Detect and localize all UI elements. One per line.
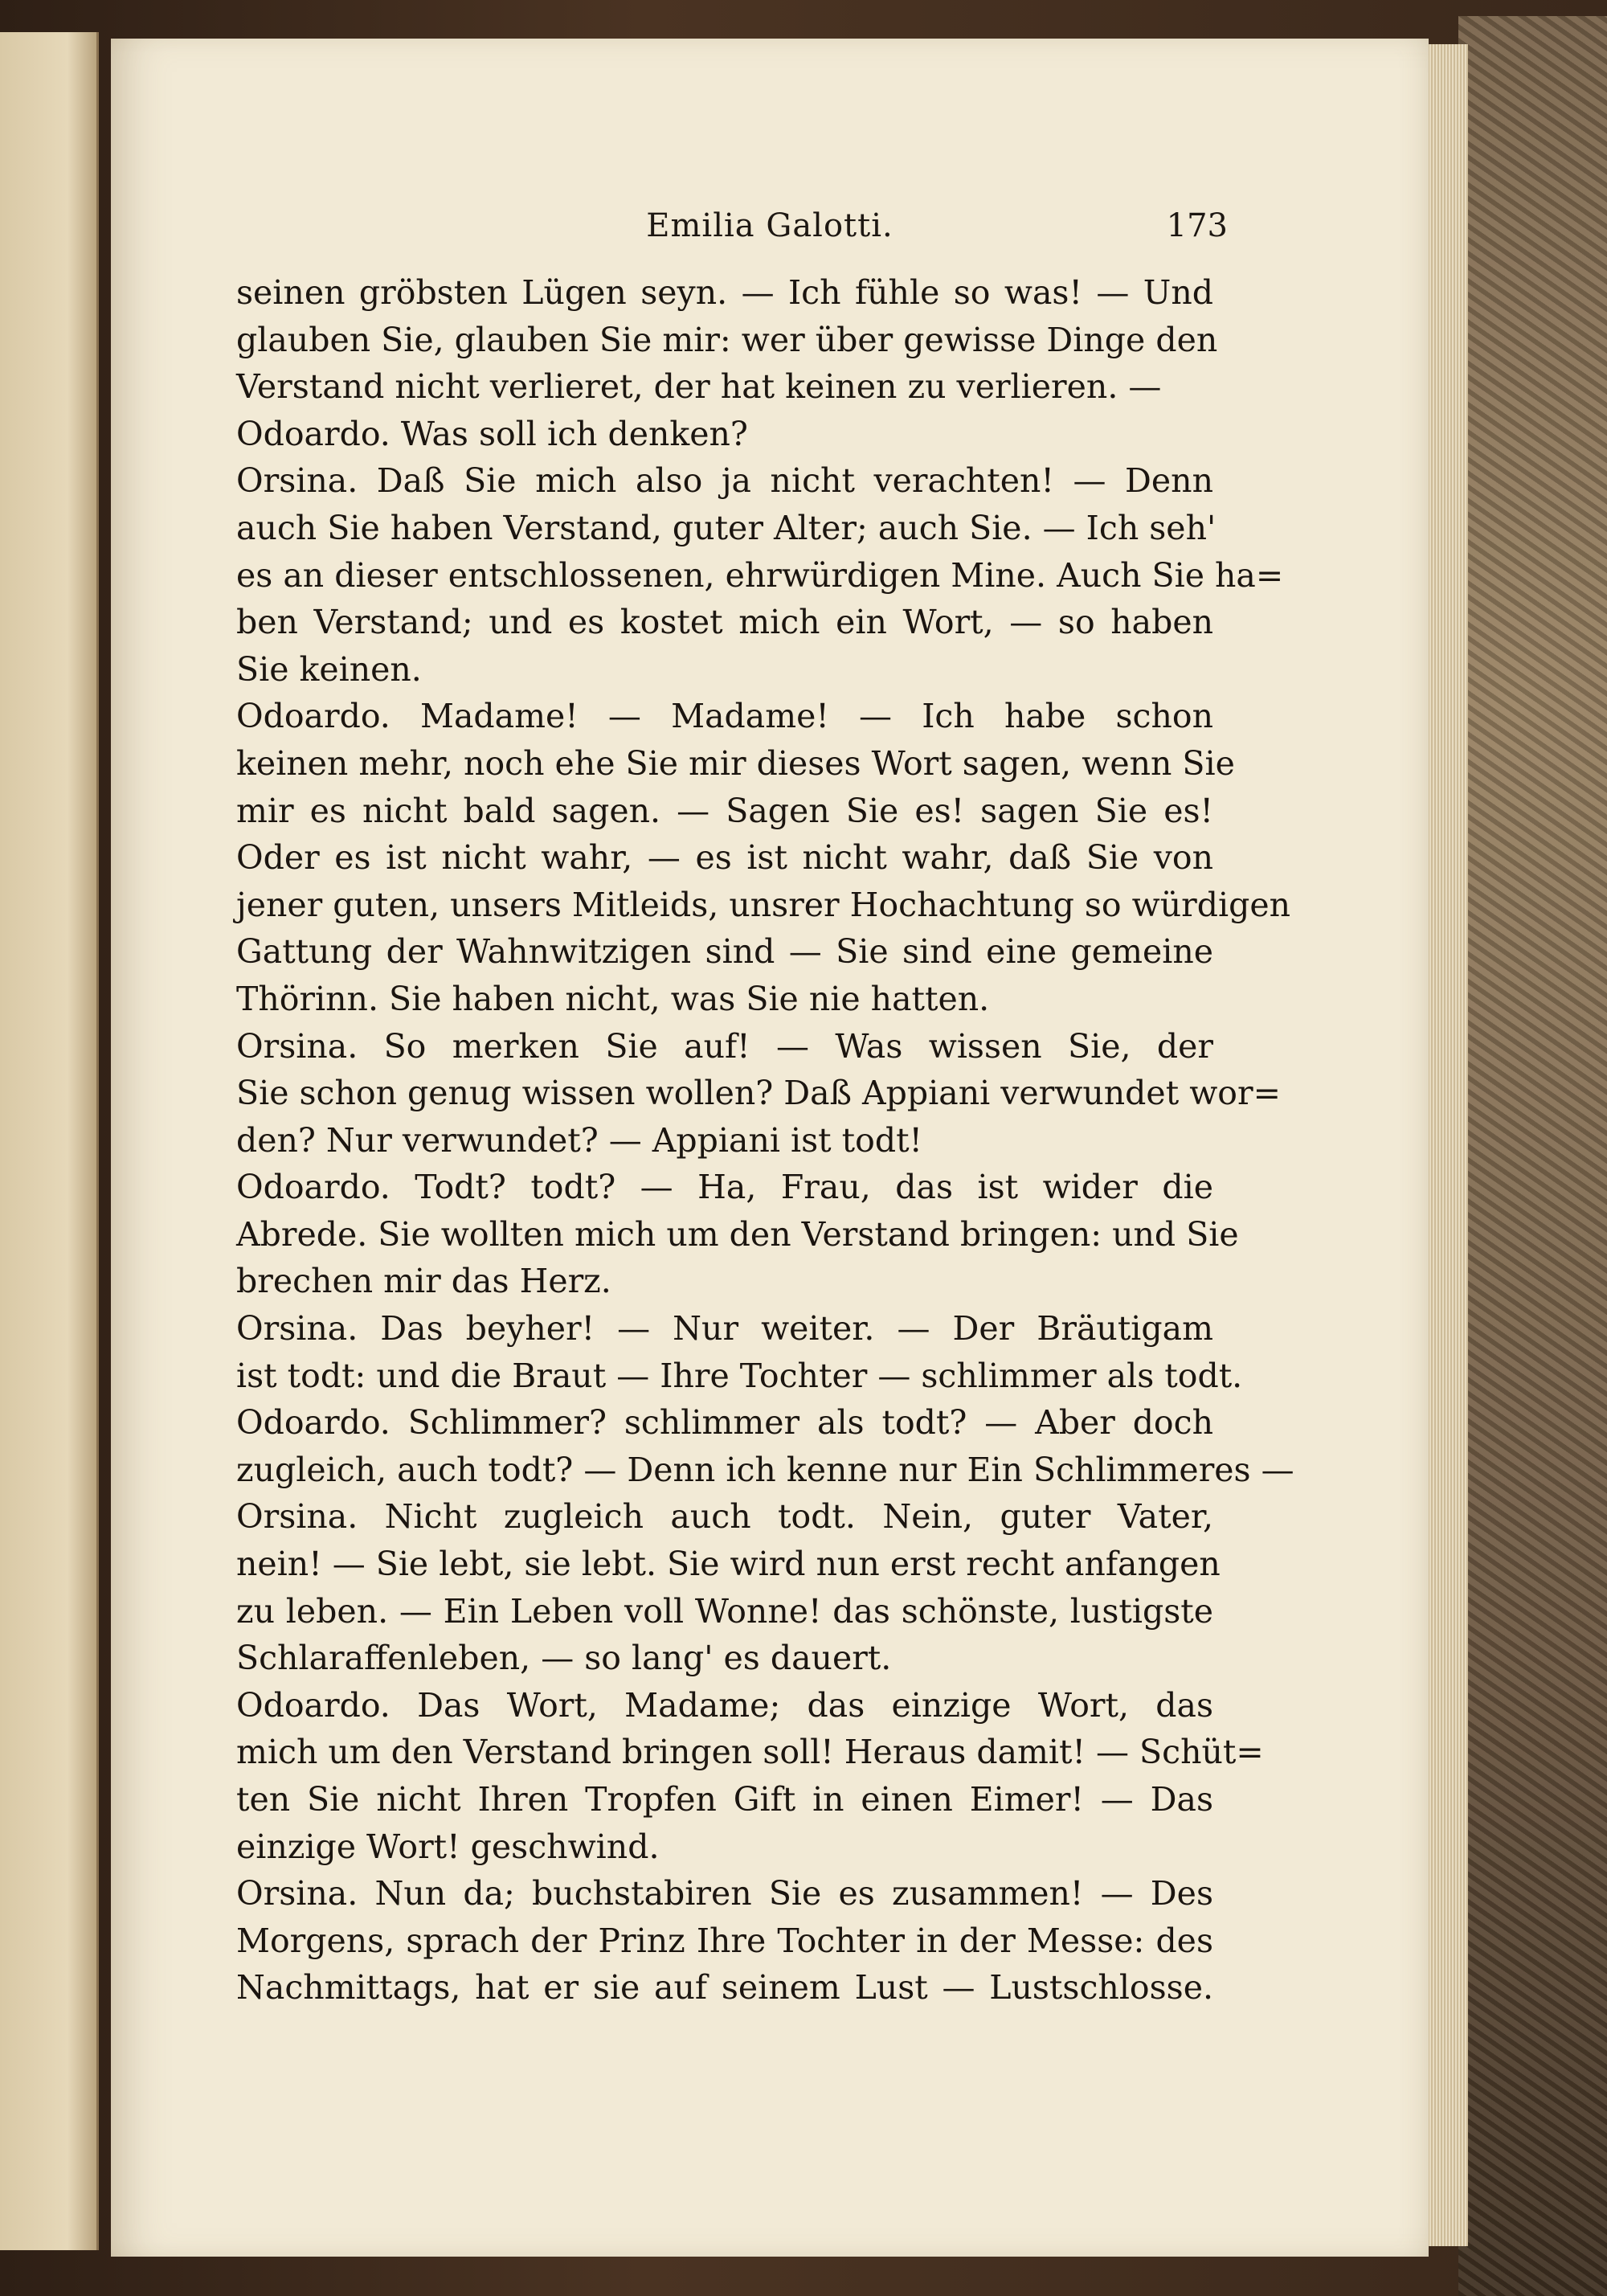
text-line: ben Verstand; und es kostet mich ein Wort, — so haben xyxy=(236,603,1213,642)
text-line: jener guten, unsers Mitleids, unsrer Hochachtung so würdigen xyxy=(236,885,1290,924)
text-line: keinen mehr, noch ehe Sie mir dieses Wort sagen, wenn Sie xyxy=(236,743,1235,783)
text-line: mir es nicht bald sagen. — Sagen Sie es! sagen Sie es! xyxy=(236,791,1213,830)
text-line: Schlaraffenleben, — so lang' es dauert. xyxy=(236,1639,892,1678)
text-line: Orsina. Das beyher! — Nur weiter. — Der Bräutigam xyxy=(236,1309,1213,1349)
text-line: es an dieser entschlossenen, ehrwürdigen Mine. Auch Sie ha= xyxy=(236,555,1284,595)
text-line: einzige Wort! geschwind. xyxy=(236,1827,660,1866)
text-line: Odoardo. Das Wort, Madame; das einzige Wort, das xyxy=(236,1685,1213,1725)
text-line: mich um den Verstand bringen soll! Heraus damit! — Schüt= xyxy=(236,1733,1264,1772)
text-line: Orsina. Nicht zugleich auch todt. Nein, guter Vater, xyxy=(236,1497,1213,1537)
running-head xyxy=(111,207,1429,256)
text-line: Odoardo. Schlimmer? schlimmer als todt? — Aber doch xyxy=(236,1403,1213,1443)
text-line: glauben Sie, glauben Sie mir: wer über gewisse Dinge den xyxy=(236,320,1218,359)
page-number: 173 xyxy=(1166,207,1228,244)
body-text xyxy=(236,269,1294,2012)
text-line: auch Sie haben Verstand, guter Alter; auch Sie. — Ich seh' xyxy=(236,508,1216,547)
text-line: Sie keinen. xyxy=(236,649,422,689)
text-line: Nachmittags, hat er sie auf seinem Lust — Lustschlosse. xyxy=(236,1968,1213,2007)
text-line: Morgens, sprach der Prinz Ihre Tochter in der Messe: des xyxy=(236,1921,1213,1960)
text-line: zu leben. — Ein Leben voll Wonne! das schönste, lustigste xyxy=(236,1591,1213,1631)
text-line: nein! — Sie lebt, sie lebt. Sie wird nun erst recht anfangen xyxy=(236,1545,1221,1584)
text-line: Verstand nicht verlieret, der hat keinen zu verlieren. — xyxy=(236,367,1162,407)
facing-page-edge xyxy=(0,32,99,2250)
text-line: brechen mir das Herz. xyxy=(236,1262,611,1301)
text-line: Orsina. Nun da; buchstabiren Sie es zusammen! — Des xyxy=(236,1874,1213,1913)
text-line: den? Nur verwundet? — Appiani ist todt! xyxy=(236,1120,923,1160)
running-title: Emilia Galotti. xyxy=(646,207,893,244)
text-line: Odoardo. Todt? todt? — Ha, Frau, das ist wider die xyxy=(236,1168,1213,1207)
text-line: Abrede. Sie wollten mich um den Verstand bringen: und Sie xyxy=(236,1214,1239,1254)
book-cover-edge xyxy=(1458,16,1607,2296)
text-line: Odoardo. Madame! — Madame! — Ich habe schon xyxy=(236,697,1213,736)
text-line: ist todt: und die Braut — Ihre Tochter — schlimmer als todt. xyxy=(236,1356,1243,1395)
text-line: Sie schon genug wissen wollen? Daß Appiani verwundet wor= xyxy=(236,1074,1281,1113)
text-line: Odoardo. Was soll ich denken? xyxy=(236,414,748,453)
text-line: ten Sie nicht Ihren Tropfen Gift in einen Eimer! — Das xyxy=(236,1780,1213,1819)
text-line: Orsina. Daß Sie mich also ja nicht verachten! — Denn xyxy=(236,461,1213,501)
text-line: seinen gröbsten Lügen seyn. — Ich fühle so was! — Und xyxy=(236,273,1213,312)
text-line: Orsina. So merken Sie auf! — Was wissen Sie, der xyxy=(236,1026,1213,1066)
text-line: Gattung der Wahnwitzigen sind — Sie sind eine gemeine xyxy=(236,932,1213,972)
text-line: Thörinn. Sie haben nicht, was Sie nie hatten. xyxy=(236,979,990,1018)
text-line: Oder es ist nicht wahr, — es ist nicht wahr, daß Sie von xyxy=(236,838,1213,878)
text-line: zugleich, auch todt? — Denn ich kenne nur Ein Schlimmeres — xyxy=(236,1450,1294,1489)
